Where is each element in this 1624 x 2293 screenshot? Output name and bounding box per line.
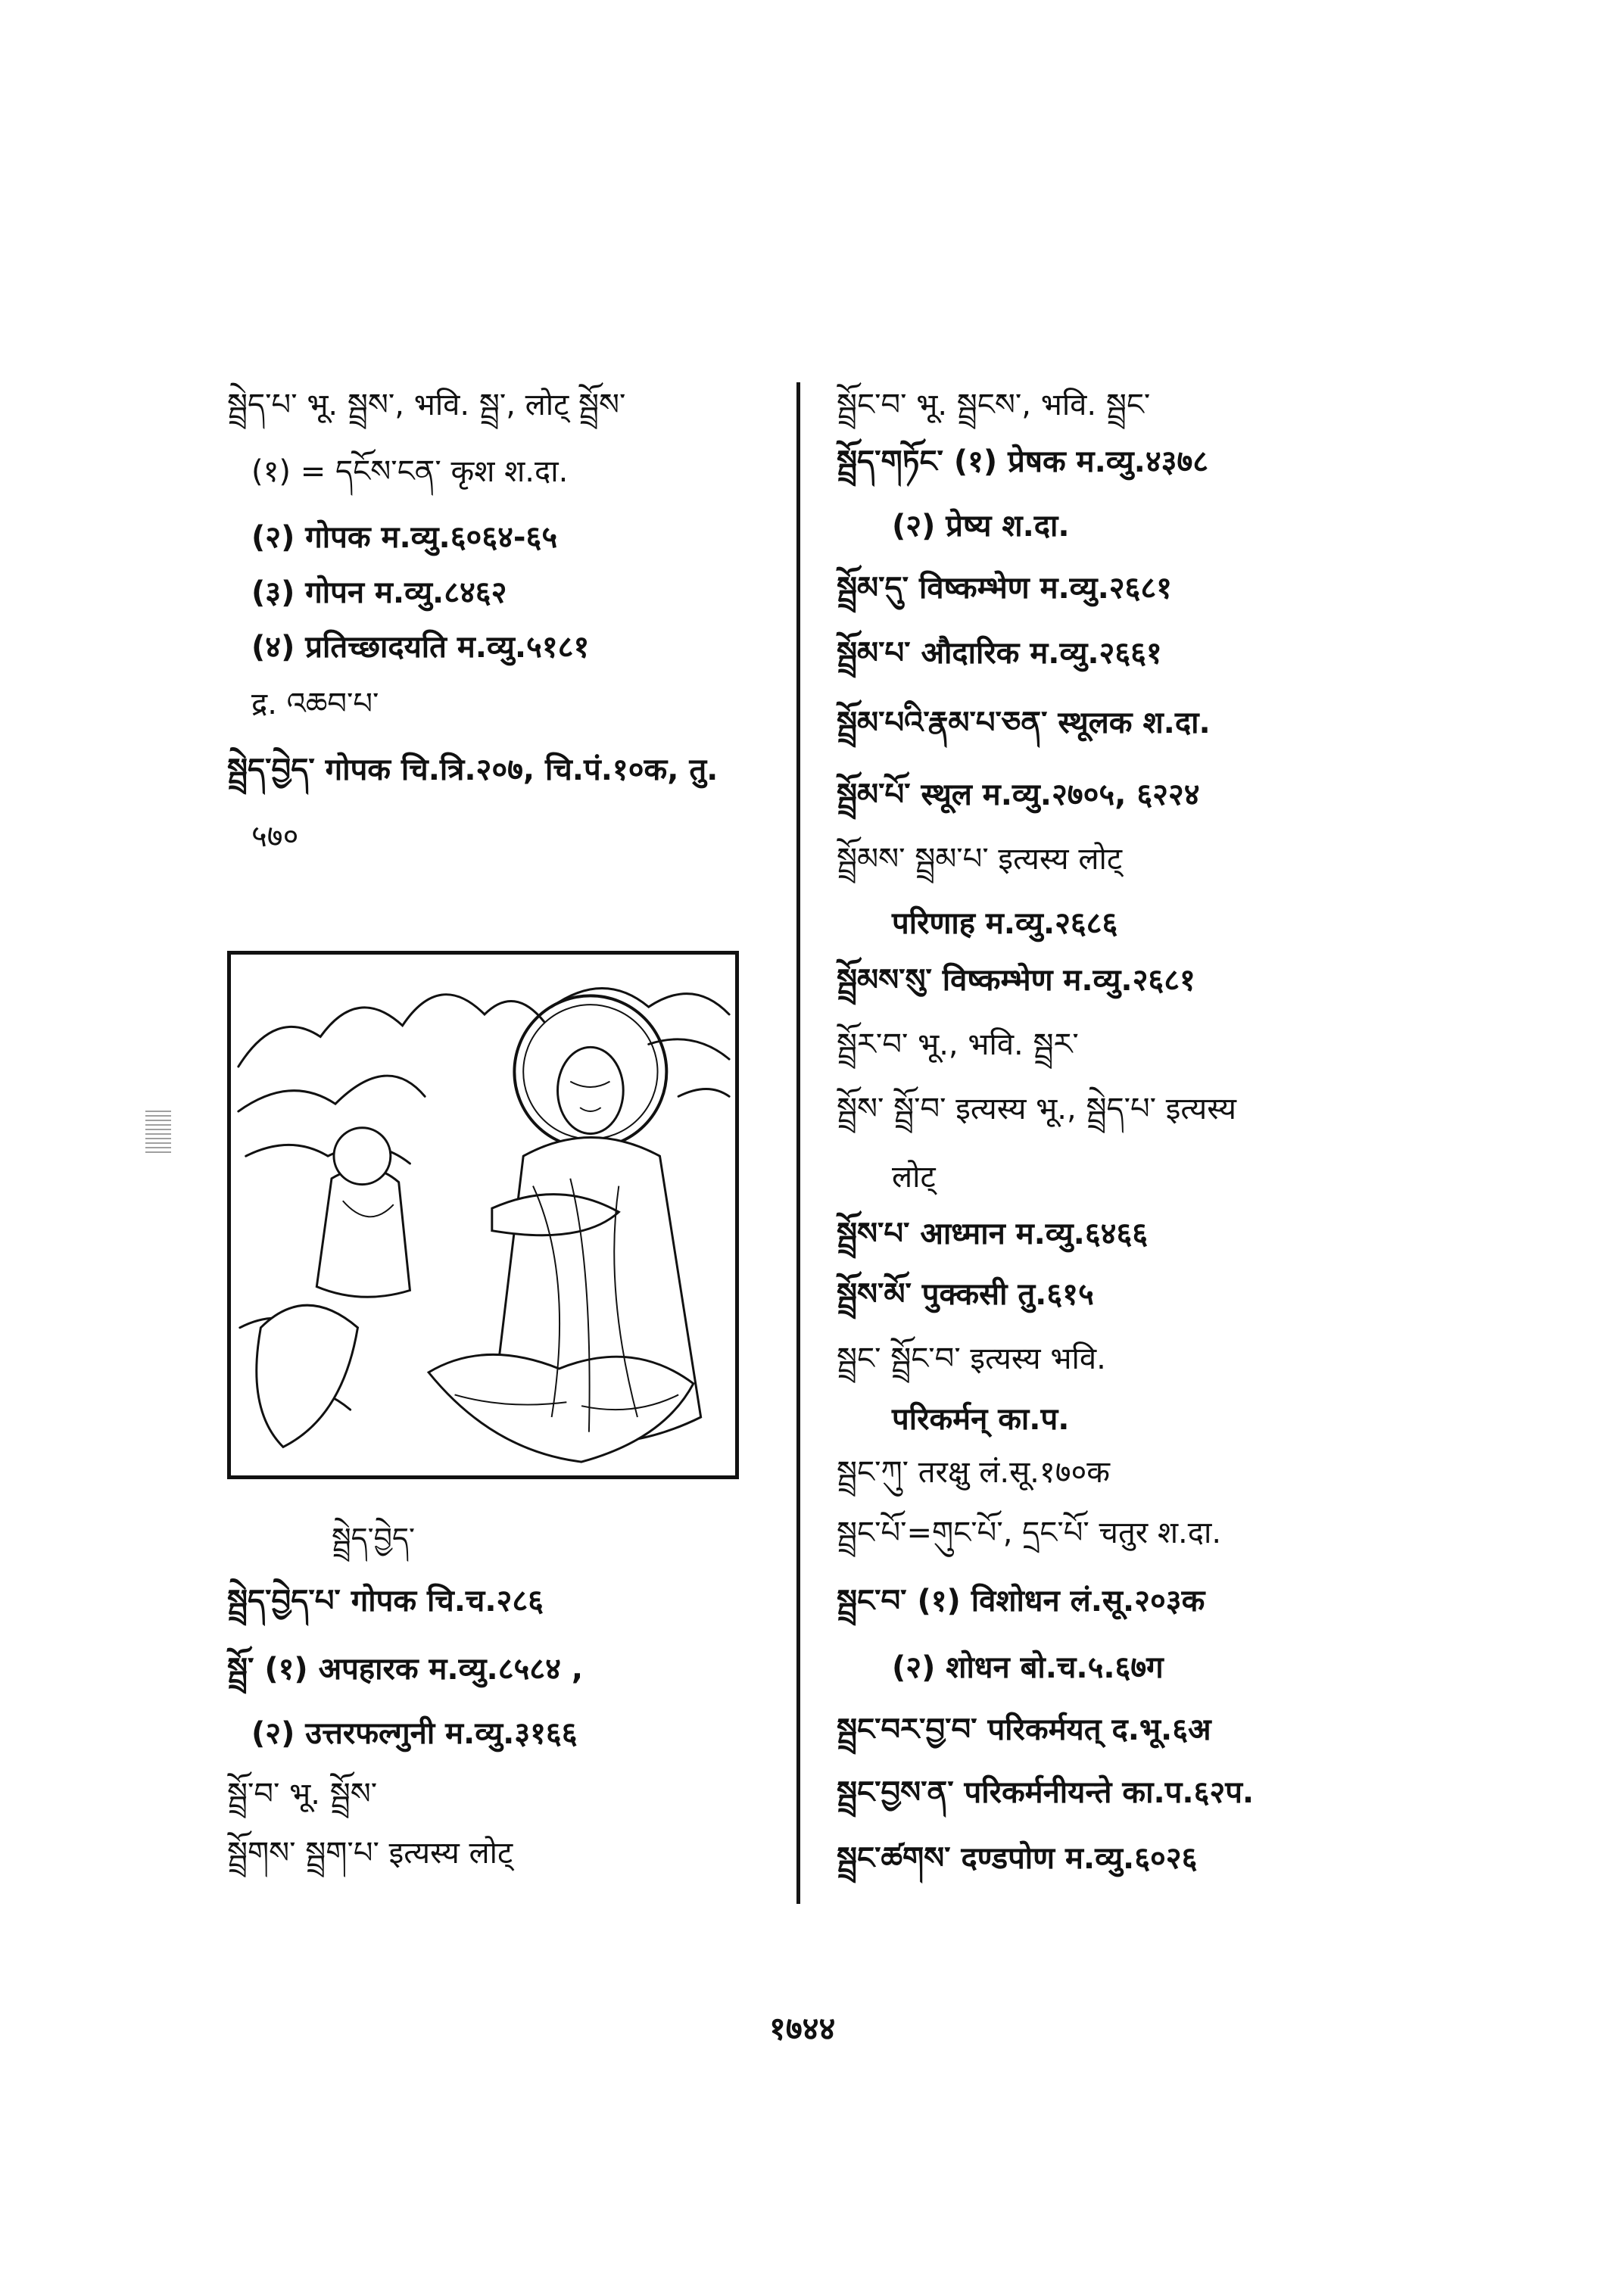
left-entry-headword: སྦྲོ་ (१) अपहारक म.व्यु.८५८४ ,: [227, 1652, 584, 1687]
left-entry-sense: (१) = དངོས་ངན་ कृश श.दा.: [251, 454, 569, 489]
right-entry-headword: སྦྲང་ སྦྲོང་བ་ इत्यस्य भवि.: [837, 1341, 1106, 1376]
right-entry-headword: སྦྲང་ཀུ་ तरक्षु लं.सू.१७०क: [837, 1455, 1111, 1490]
right-entry-headword: སྦྲོས་མོ་ पुक्कसी तु.६१५: [837, 1277, 1094, 1312]
right-entry-headword: སྦྲོད་གཏོང་ (१) प्रेषक म.व्यु.४३७८: [837, 444, 1209, 479]
margin-tick-marks: [145, 1109, 171, 1153]
right-entry-headword: སྦྲོམ་དུ་ विष्कम्भेण म.व्यु.२६८१: [837, 571, 1172, 606]
right-entry-headword: སྦྲང་བྱས་ན་ परिकर्मनीयन्ते का.प.६२प.: [837, 1775, 1255, 1810]
right-entry-headword: སྦྲོས་ སྦྲོ་བ་ इत्यस्य भू., སྦྲེད་པ་ इत्यस्य: [837, 1092, 1236, 1126]
left-entry-sense: (३) गोपन म.व्यु.८४६२: [251, 575, 507, 610]
right-entry-headword: སྦྲོམ་པོ་ स्थूल म.व्यु.२७०५, ६२२४: [837, 777, 1200, 812]
right-entry-headword: སྦྲང་པོ་=གུང་པོ་, དྲང་པོ་ चतुर श.दा.: [837, 1516, 1222, 1550]
left-entry-sense: (२) उत्तरफल्गुनी म.व्यु.३१६६: [251, 1716, 578, 1751]
right-entry-continuation: लोट्: [892, 1160, 936, 1195]
right-entry-continuation: परिणाह म.व्यु.२६८६: [892, 906, 1118, 941]
left-entry-crossref: द्र. འཆབ་པ་: [251, 687, 379, 721]
left-entry-headword: སྦྲོགས་ སྦྲག་པ་ इत्यस्य लोट्: [227, 1836, 513, 1871]
right-entry-headword: སྦྲང་ཚགས་ दण्डपोण म.व्यु.६०२६: [837, 1841, 1198, 1876]
illustration-figure: [227, 951, 739, 1479]
right-entry-continuation: परिकर्मन् का.प.: [892, 1402, 1070, 1437]
right-entry-headword: སྦྲོམ་པ་ औदारिक म.व्यु.२६६१: [837, 636, 1162, 671]
right-entry-sense: (२) प्रेष्य श.दा.: [892, 509, 1070, 544]
right-entry-headword: སྦྲང་བར་བྱ་བ་ परिकर्मयत् द.भू.६अ: [837, 1712, 1211, 1747]
right-entry-headword: སྦྲོས་པ་ आध्मान म.व्यु.६४६६: [837, 1217, 1149, 1251]
left-entry-continuation: ५७०: [251, 819, 299, 854]
illustration-caption: སྦྲེད་བྱེད་: [332, 1522, 415, 1555]
right-entry-headword: སྦྲོང་བ་ भू. སྦྲངས་, भवि. སྦྲང་: [837, 388, 1151, 422]
left-entry-headword: སྦྲེད་བྱེད་ गोपक चि.त्रि.२०७, चि.पं.१०क, तु.: [227, 752, 718, 787]
left-entry-headword: སྦྲེད་པ་ भू. སྦྲས་, भवि. སྦྲ་, लोट् སྦྲོས་: [227, 388, 626, 422]
right-entry-headword: སྦྲོམ་པའི་རྣམ་པ་ཅན་ स्थूलक श.दा.: [837, 706, 1211, 740]
page-number: १७४४: [769, 2010, 836, 2047]
right-entry-sense: (२) शोधन बो.च.५.६७ग: [892, 1650, 1164, 1685]
left-entry-sense: (२) गोपक म.व्यु.६०६४-६५: [251, 520, 558, 555]
right-entry-headword: སྦྲང་བ་ (१) विशोधन लं.सू.२०३क: [837, 1584, 1205, 1618]
right-entry-headword: སྦྲོམས་ སྦྲམ་པ་ इत्यस्य लोट्: [837, 842, 1122, 877]
right-entry-headword: སྦྲོམས་སུ་ विष्कम्भेण म.व्यु.२६८१: [837, 963, 1195, 998]
right-entry-headword: སྦྲོར་བ་ भू., भवि. སྦྲར་: [837, 1027, 1079, 1062]
left-entry-headword: སྦྲོ་བ་ भू. སྦྲོས་: [227, 1777, 378, 1812]
column-divider: [796, 382, 800, 1904]
seated-teacher-illustration: [231, 955, 735, 1475]
left-entry-headword: སྦྲེད་བྱེད་པ་ गोपक चि.च.२८६: [227, 1584, 544, 1618]
left-entry-sense: (४) प्रतिच्छादयति म.व्यु.५१८१: [251, 630, 590, 665]
